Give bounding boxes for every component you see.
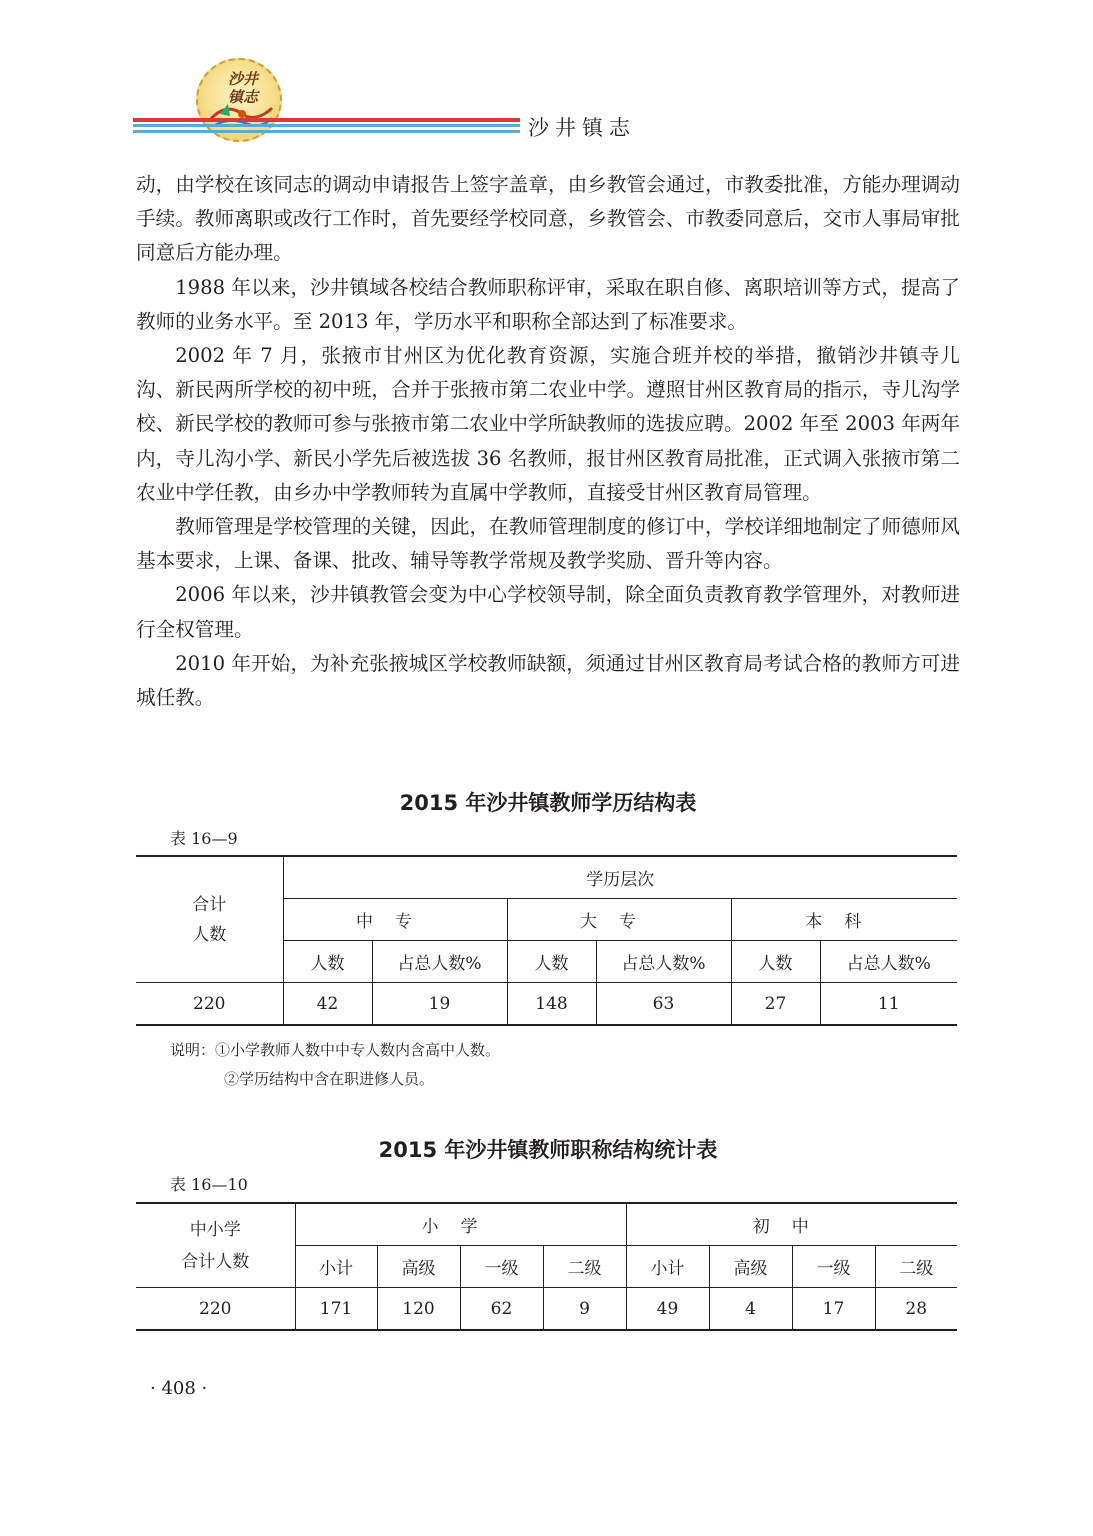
header-cell: 人数 (507, 941, 596, 983)
table-cell: 120 (377, 1288, 460, 1331)
paragraph: 2010 年开始，为补充张掖城区学校教师缺额，须通过甘州区教育局考试合格的教师方可进城任教。 (136, 651, 960, 710)
note-line: ②学历结构中含在职进修人员。 (224, 1070, 435, 1088)
junior-school-header: 初中 (626, 1203, 957, 1246)
header-cell: 一级 (792, 1246, 875, 1288)
page-header (0, 0, 1093, 150)
table1-number: 表 16—9 (170, 829, 238, 848)
header-cell: 占总人数% (820, 941, 957, 983)
table-cell: 220 (136, 983, 283, 1026)
header-cell: 占总人数% (372, 941, 507, 983)
logo-text-line1: 沙井 (227, 70, 258, 88)
table-cell: 42 (283, 983, 372, 1026)
total-count-header (136, 1203, 295, 1288)
phoenix-icon (206, 94, 276, 134)
paragraph: 教师管理是学校管理的关键，因此，在教师管理制度的修订中，学校详细地制定了师德师风基本要求，上课、备课、批改、辅导等教学常规及教学奖励、晋升等内容。 (136, 515, 960, 573)
table-cell: 49 (626, 1288, 709, 1331)
education-structure-table (136, 855, 957, 1026)
table2-number: 表 16—10 (170, 1175, 248, 1194)
table-cell: 28 (875, 1288, 957, 1331)
primary-school-header: 小学 (295, 1203, 626, 1246)
table1-title: 2015 年沙井镇教师学历结构表 (399, 791, 697, 815)
header-cell: 二级 (875, 1246, 957, 1288)
paragraph: 1988 年以来，沙井镇域各校结合教师职称评审，采取在职自修、离职培训等方式，提高了教师的业务水平。至 2013 年，学历水平和职称全部达到了标准要求。 (136, 275, 960, 333)
table-cell: 19 (372, 983, 507, 1026)
paragraph: 动，由学校在该同志的调动申请报告上签字盖章，由乡教管会通过，市教委批准，方能办理调动手续。教师离职或改行工作时，首先要经学校同意，乡教管会、市教委同意后，交市人事局审批同意后方能办理。 (136, 173, 960, 265)
total-count-header (136, 856, 283, 983)
table-cell: 9 (543, 1288, 626, 1331)
header-rule-blue (133, 130, 520, 133)
header-line: 中小学 (189, 1219, 241, 1240)
header-cell: 高级 (709, 1246, 792, 1288)
title-structure-table (136, 1202, 957, 1331)
note-line: 说明：①小学教师人数中中专人数内含高中人数。 (170, 1041, 501, 1059)
paragraph: 2006 年以来，沙井镇教管会变为中心学校领导制，除全面负责教育教学管理外，对教师进行全权管理。 (136, 583, 960, 641)
level-dazhuan-header: 大专 (507, 899, 731, 941)
education-level-header: 学历层次 (283, 856, 957, 899)
table-cell: 27 (731, 983, 820, 1026)
header-cell: 小计 (626, 1246, 709, 1288)
table-cell: 148 (507, 983, 596, 1026)
table-header-row (136, 1203, 957, 1246)
header-cell: 小计 (295, 1246, 377, 1288)
logo-text-line2: 镇志 (227, 88, 258, 106)
table2-title: 2015 年沙井镇教师职称结构统计表 (378, 1138, 718, 1162)
header-cell: 人数 (283, 941, 372, 983)
table-cell: 220 (136, 1288, 295, 1331)
paragraph: 2002 年 7 月，张掖市甘州区为优化教育资源，实施合班并校的举措，撤销沙井镇寺儿沟、新民两所学校的初中班，合并于张掖市第二农业中学。遵照甘州区教育局的指示，寺儿沟学校、新民学校的教师可参与张掖市第二农业中学所缺教师的选拔应聘。2002 年至 2003 年两年内，寺儿沟小学、新民小学先后被选拔 36 名教师，报甘州区教育局批准，正式调入张掖市第二农业中学任教，由乡办中学教师转为直属中学教师，直接受甘州区教育局管理。 (136, 344, 960, 504)
table-cell: 62 (460, 1288, 543, 1331)
level-benke-header: 本科 (731, 899, 957, 941)
table1-notes (170, 1036, 500, 1094)
header-cell: 二级 (543, 1246, 626, 1288)
table-cell: 63 (596, 983, 731, 1026)
header-rule-red (133, 118, 520, 122)
header-cell: 高级 (377, 1246, 460, 1288)
header-cell: 一级 (460, 1246, 543, 1288)
table-cell: 11 (820, 983, 957, 1026)
header-cell: 人数 (731, 941, 820, 983)
table-row (136, 1288, 957, 1331)
page-number: · 408 · (150, 1378, 208, 1399)
table-header-row (136, 856, 957, 899)
body-text (136, 168, 960, 715)
table-cell: 17 (792, 1288, 875, 1331)
level-zhongzhuan-header: 中专 (283, 899, 507, 941)
table-cell: 4 (709, 1288, 792, 1331)
table-row (136, 983, 957, 1026)
table-cell: 171 (295, 1288, 377, 1331)
running-title: 沙井镇志 (528, 116, 636, 140)
header-cell: 合计人数 (192, 894, 227, 945)
header-line: 合计人数 (181, 1251, 250, 1272)
header-cell: 占总人数% (596, 941, 731, 983)
header-rule-blue (133, 124, 520, 127)
